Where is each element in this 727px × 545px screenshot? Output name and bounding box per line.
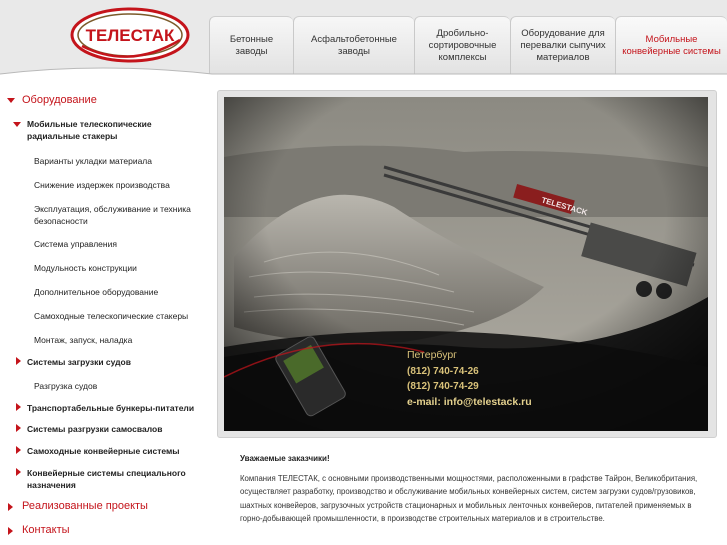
collapse-arrow-icon — [16, 446, 21, 454]
sidebar-group-truck-unloading[interactable]: Системы разгрузки самосвалов — [27, 424, 163, 434]
intro-text: Компания ТЕЛЕСТАК, с основными производственными мощностями, расположенными в графстве Тайрон, Великобритания, осуществляет разработку, производство и обслуживание мобильных конвейерных систем, систем загрузки судов/грузовиков, шахтных конвейеров, загрузочных устройств стационарных и мобильных ленточных конвейеров, питателей применяемых в горно-добывающей промышленности, в производстве строительных материалов и в строительстве. — [240, 474, 698, 524]
collapse-arrow-icon — [16, 357, 21, 365]
nav-tab-concrete-plants[interactable]: Бетонные заводы — [209, 16, 293, 74]
sidebar-sub-item[interactable]: Снижение издержек производства — [34, 180, 170, 190]
sidebar-sub-item[interactable]: Самоходные телескопические стакеры — [34, 311, 189, 321]
sidebar-group-ship-loading[interactable]: Системы загрузки судов — [27, 357, 131, 367]
header-divider — [0, 62, 727, 80]
greeting-heading: Уважаемые заказчики! — [240, 454, 330, 463]
sidebar-section-equipment[interactable]: Оборудование — [22, 94, 97, 106]
collapse-arrow-icon — [16, 424, 21, 432]
sidebar-sub-item[interactable]: Дополнительное оборудование — [34, 287, 159, 297]
collapse-arrow-icon — [16, 403, 21, 411]
company-logo[interactable] — [68, 6, 192, 64]
phone-number[interactable]: (812) 740-74-26 — [407, 366, 479, 377]
sidebar-sub-item[interactable]: Система управления — [34, 239, 117, 249]
sidebar-sub-item[interactable]: Разгрузка судов — [34, 381, 98, 391]
nav-tab-mobile-conveyors[interactable]: Мобильные конвейерные системы — [615, 16, 727, 74]
logo-text: ТЕЛЕСТАК — [85, 26, 175, 45]
sidebar-group-stackers[interactable]: Мобильные телескопические радиальные стакеры — [27, 119, 152, 141]
sidebar-group-self-propelled[interactable]: Самоходные конвейерные системы — [27, 446, 180, 456]
sidebar-group-special[interactable]: Конвейерные системы специального назначения — [27, 468, 186, 490]
contact-city: Петербург — [407, 349, 457, 361]
contact-block — [407, 349, 532, 408]
expand-arrow-icon — [7, 98, 15, 103]
sidebar-link-projects[interactable]: Реализованные проекты — [22, 500, 148, 512]
sidebar-sub-item[interactable]: Эксплуатация, обслуживание и техника безопасности — [34, 204, 191, 226]
sidebar — [0, 80, 212, 545]
sidebar-link-contacts[interactable]: Контакты — [22, 524, 70, 536]
nav-tab-crushing-complexes[interactable]: Дробильно-сортировочные комплексы — [414, 16, 510, 74]
sidebar-sub-item[interactable]: Варианты укладки материала — [34, 156, 152, 166]
collapse-arrow-icon — [8, 527, 13, 535]
sidebar-group-hoppers[interactable]: Транспортабельные бункеры-питатели — [27, 403, 195, 413]
collapse-arrow-icon — [8, 503, 13, 511]
sidebar-sub-item[interactable]: Модульность конструкции — [34, 263, 137, 273]
collapse-arrow-icon — [16, 468, 21, 476]
nav-tab-asphalt-plants[interactable]: Асфальтобетонные заводы — [293, 16, 414, 74]
site-header — [0, 0, 727, 80]
sidebar-sub-item[interactable]: Монтаж, запуск, наладка — [34, 335, 133, 345]
banner-panel — [217, 90, 717, 438]
expand-arrow-icon — [13, 122, 21, 127]
email-link[interactable]: e-mail: info@telestack.ru — [407, 396, 532, 408]
nav-tab-bulk-handling[interactable]: Оборудование для перевалки сыпучих материалов — [510, 16, 615, 74]
banner-photo — [224, 97, 708, 431]
phone-number[interactable]: (812) 740-74-29 — [407, 381, 479, 392]
